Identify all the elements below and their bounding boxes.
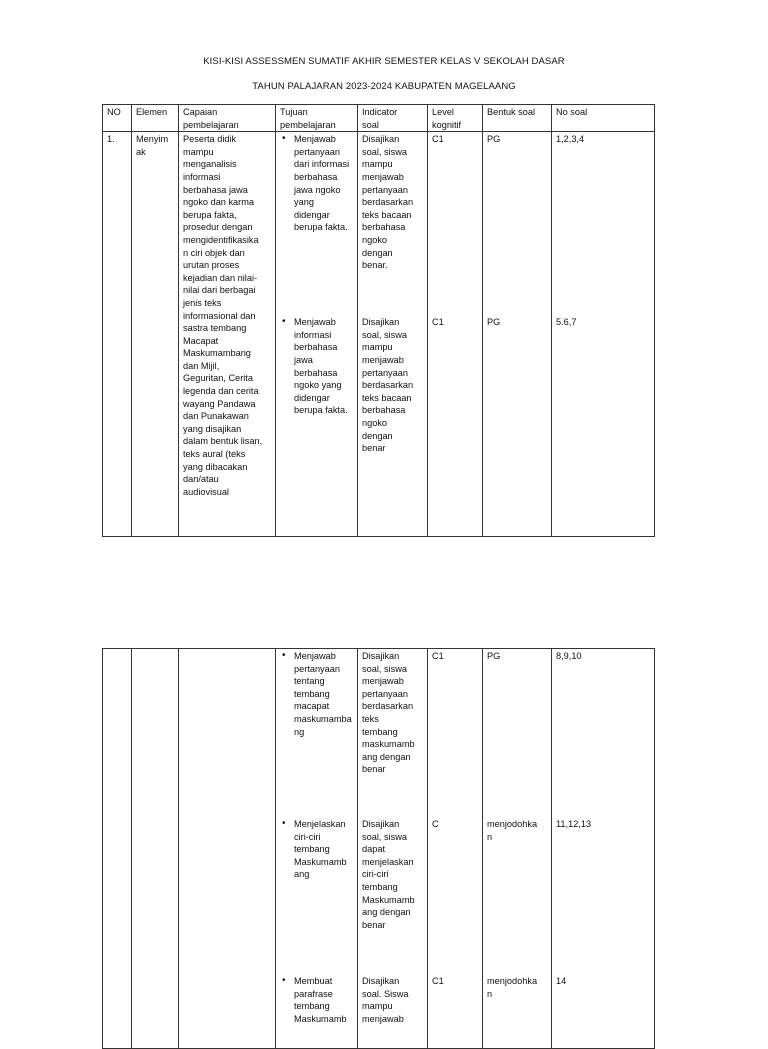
cell-no: 1. <box>103 132 132 537</box>
tujuan-item: • Menjelaskan ciri-ciri tembang Maskumamb ang <box>280 818 353 881</box>
header-level: Level kognitif <box>428 105 483 132</box>
cell-elemen: Menyim ak <box>132 132 179 537</box>
level-item: C1 <box>432 134 444 145</box>
document-title: KISI-KISI ASSESSMEN SUMATIF AKHIR SEMESTER KELAS V SEKOLAH DASAR <box>203 56 565 67</box>
cell-no <box>103 649 132 1049</box>
cell-bentuk <box>483 132 552 537</box>
cell-tujuan <box>276 649 358 1049</box>
header-bentuk: Bentuk soal <box>483 105 552 132</box>
indikator-item: Disajikan soal, siswa mampu menjawab pertanyaan berdasarkan teks bacaan berbahasa ngoko dengan benar. <box>362 134 414 271</box>
tujuan-item: • Menjawab pertanyaan tentang tembang macapat maskumamba ng <box>280 650 353 738</box>
indikator-item: Disajikan soal, siswa dapat menjelaskan ciri-ciri tembang Maskumamb ang dengan benar <box>362 819 415 930</box>
kisi-kisi-table-continued <box>102 648 655 1049</box>
cell-capaian: Peserta didik mampu menganalisis informasi berbahasa jawa ngoko dan karma berupa fakta, prosedur dengan mengidentifikasika n ciri objek dan urutan proses kejadian dan nilai- nilai dari berbagai jenis teks informasional dan sastra tembang Macapat Maskumambang dan Mijil, Geguritan, Cerita legenda dan cerita wayang Pandawa dan Punakawan yang disajikan dalam bentuk lisan, teks aural (teks yang dibacakan dan/atau audiovisual <box>179 132 276 537</box>
indikator-item: Disajikan soal, siswa mampu menjawab pertanyaan berdasarkan teks bacaan berbahasa ngoko dengan benar <box>362 317 414 454</box>
indikator-item: Disajikan soal, siswa menjawab pertanyaan berdasarkan teks tembang maskumamb ang dengan benar <box>362 651 415 775</box>
cell-level <box>428 649 483 1049</box>
bentuk-item: menjodohka n <box>487 976 538 999</box>
table-header-row <box>103 105 655 132</box>
cell-nosoal <box>552 132 655 537</box>
level-item: C <box>432 819 439 829</box>
tujuan-item: • Menjawab pertanyaan dari informasi berbahasa jawa ngoko yang didengar berupa fakta. <box>280 133 353 234</box>
table-row <box>103 132 655 537</box>
header-indikator: Indicator soal <box>358 105 428 132</box>
nosoal-item: 8,9,10 <box>556 651 582 661</box>
cell-nosoal <box>552 649 655 1049</box>
header-capaian: Capaian pembelajaran <box>179 105 276 132</box>
level-item: C1 <box>432 976 444 986</box>
nosoal-item: 14 <box>556 976 567 986</box>
nosoal-item: 5.6,7 <box>556 317 577 328</box>
header-tujuan: Tujuan pembelajaran <box>276 105 358 132</box>
bentuk-item: menjodohka n <box>487 819 538 842</box>
bentuk-item: PG <box>487 134 501 145</box>
cell-indikator <box>358 132 428 537</box>
table-row <box>103 649 655 1049</box>
cell-bentuk <box>483 649 552 1049</box>
header-nosoal: No soal <box>552 105 655 132</box>
bentuk-item: PG <box>487 651 501 661</box>
nosoal-item: 1,2,3,4 <box>556 134 585 145</box>
header-elemen: Elemen <box>132 105 179 132</box>
bentuk-item: PG <box>487 317 501 328</box>
tujuan-item: • Menjawab informasi berbahasa jawa berbahasa ngoko yang didengar berupa fakta. <box>280 316 353 417</box>
cell-level <box>428 132 483 537</box>
header-no: NO <box>103 105 132 132</box>
level-item: C1 <box>432 317 444 328</box>
cell-elemen <box>132 649 179 1049</box>
indikator-item: Disajikan soal. Siswa mampu menjawab <box>362 976 409 1024</box>
cell-tujuan <box>276 132 358 537</box>
kisi-kisi-table <box>102 104 655 537</box>
tujuan-item: • Membuat parafrase tembang Maskumamb <box>280 975 353 1025</box>
nosoal-item: 11,12,13 <box>556 819 592 829</box>
cell-capaian <box>179 649 276 1049</box>
document-subtitle: TAHUN PALAJARAN 2023-2024 KABUPATEN MAGELAANG <box>252 81 516 92</box>
level-item: C1 <box>432 651 444 661</box>
cell-indikator <box>358 649 428 1049</box>
